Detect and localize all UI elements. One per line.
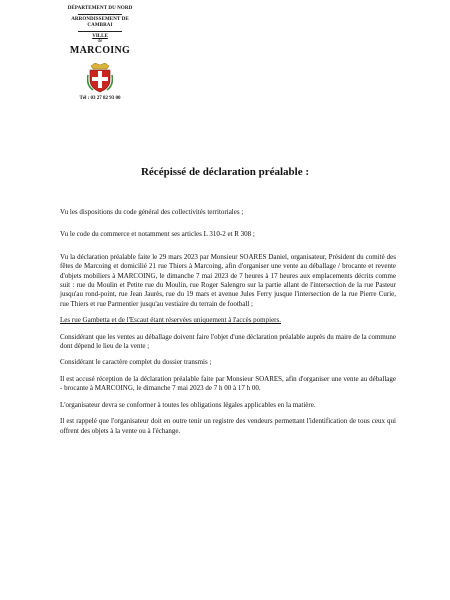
ville-label: VILLE xyxy=(92,34,108,39)
paragraph-registry: Il est rappelé que l'organisateur doit en outre tenir un registre des vendeurs permettant l'identification de tous ceux qui offrent des objets à la vente ou à l'échange. xyxy=(60,417,396,435)
town-name: MARCOING xyxy=(69,45,131,56)
town-coat-of-arms-icon xyxy=(87,63,113,93)
paragraph-considerant-2: Considérant le caractère complet du dossier transmis ; xyxy=(60,358,212,367)
paragraph-obligations: L'organisateur devra se conformer à toutes les obligations légales applicables en la matière. xyxy=(60,400,316,409)
paragraph-reserved-streets: Les rue Gambetta et de l'Escaut étant réservées uniquement à l'accès pompiers. xyxy=(60,316,281,325)
paragraph-cgct: Vu les dispositions du code général des collectivités territoriales ; xyxy=(60,208,244,216)
document-title: Récépissé de déclaration préalable : xyxy=(140,166,310,178)
divider xyxy=(78,14,122,15)
arrondissement-line: ARRONDISSEMENT DE CAMBRAI xyxy=(71,17,129,28)
paragraph-declaration: Vu la déclaration préalable faite le 29 mars 2023 par Monsieur SOARES Daniel, organisateur, Président du comité des fêtes de Marcoing et domicilié 21 rue Thiers à Marcoing, afin d'organiser une vente au déballage / brocante et revente d'objets mobiliers à MARCOING, le dimanche 7 mai 2023 de 7 heures à 17 heures aux emplacements décrits comme suit : rue du Moulin et Petite rue du Moulin, rue Roger Salengro sur la partie allant de l'intersection de la rue Pasteur jusqu'au rond-point, rue Jean Jaurès, rue du 19 mars et avenue Jules Ferry jusque l'intersection de la rue Pierre Curie, rue Thiers et rue Parmentier jusqu'au vestiaire du terrain de football ; xyxy=(60,252,396,308)
department-line: DÉPARTEMENT DU NORD xyxy=(67,6,133,11)
paragraph-receipt: Il est accusé réception de la déclaration préalable faite par Monsieur SOARES, afin d'organiser une vente au déballage - brocante à MARCOING, le dimanche 7 mai 2023 de 7 h 00 à 17 h 00. xyxy=(60,374,396,393)
letterhead xyxy=(60,6,140,101)
paragraph-code-commerce: Vu le code du commerce et notamment ses articles L 310-2 et R 308 ; xyxy=(60,230,255,239)
telephone-number: Tél : 03 27 82 93 00 xyxy=(79,96,121,101)
paragraph-considerant-1: Considérant que les ventes au déballage doivent faire l'objet d'une déclaration préalable auprès du maire de la commune dont dépend le lieu de la vente ; xyxy=(60,332,396,351)
document-body xyxy=(60,208,396,443)
de-label: de xyxy=(97,39,103,44)
divider xyxy=(78,31,122,32)
